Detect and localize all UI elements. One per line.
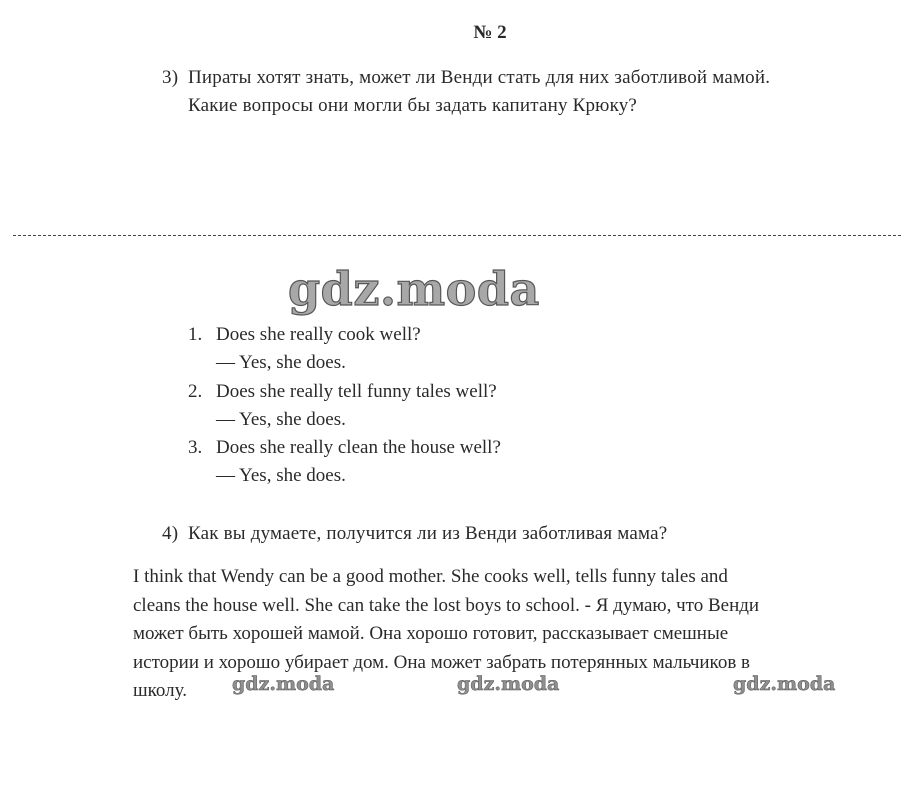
paragraph-line: школу.: [133, 680, 187, 701]
paragraph-line: истории и хорошо убирает дом. Она может забрать потерянных мальчиков в: [133, 651, 751, 673]
answer-item: [188, 434, 501, 491]
task-3-text-1: Пираты хотят знать, может ли Венди стать для них заботливой мамой.: [188, 67, 771, 88]
task-4-text: Как вы думаете, получится ли из Венди заботливая мама?: [188, 523, 668, 544]
answer-question: Does she really tell funny tales well?: [216, 380, 497, 402]
answer-item: [188, 378, 501, 435]
answers-list: [188, 321, 501, 491]
task-4: [162, 520, 667, 548]
paragraph-line: I think that Wendy can be a good mother. She cooks well, tells funny tales and: [133, 566, 728, 587]
answer-number: 1.: [188, 324, 203, 345]
paragraph-line: может быть хорошей мамой. Она хорошо готовит, рассказывает смешные: [133, 623, 729, 644]
task-3-number: 3): [162, 67, 179, 88]
answer-question: Does she really clean the house well?: [216, 437, 501, 459]
answer-reply: — Yes, she does.: [216, 352, 346, 374]
answer-reply: — Yes, she does.: [216, 465, 346, 487]
answer-number: 3.: [188, 437, 203, 459]
answer-reply: — Yes, she does.: [216, 408, 346, 430]
watermark-small: gdz.moda: [232, 673, 335, 695]
task-3-text-2: Какие вопросы они могли бы задать капитану Крюку?: [188, 95, 638, 116]
answer-question: Does she really cook well?: [216, 324, 421, 345]
task-3: [162, 64, 770, 120]
task-3-line-1: [162, 64, 770, 92]
task-4-number: 4): [162, 523, 179, 544]
dashed-divider: [13, 235, 901, 236]
paragraph-line: cleans the house well. She can take the lost boys to school. - Я думаю, что Венди: [133, 594, 760, 616]
answer-item: [188, 321, 501, 378]
watermark-logo: gdz.moda: [288, 262, 540, 316]
watermark-small: gdz.moda: [733, 673, 836, 695]
watermark-small: gdz.moda: [457, 673, 560, 695]
exercise-title: № 2: [473, 22, 507, 43]
answer-number: 2.: [188, 380, 203, 402]
